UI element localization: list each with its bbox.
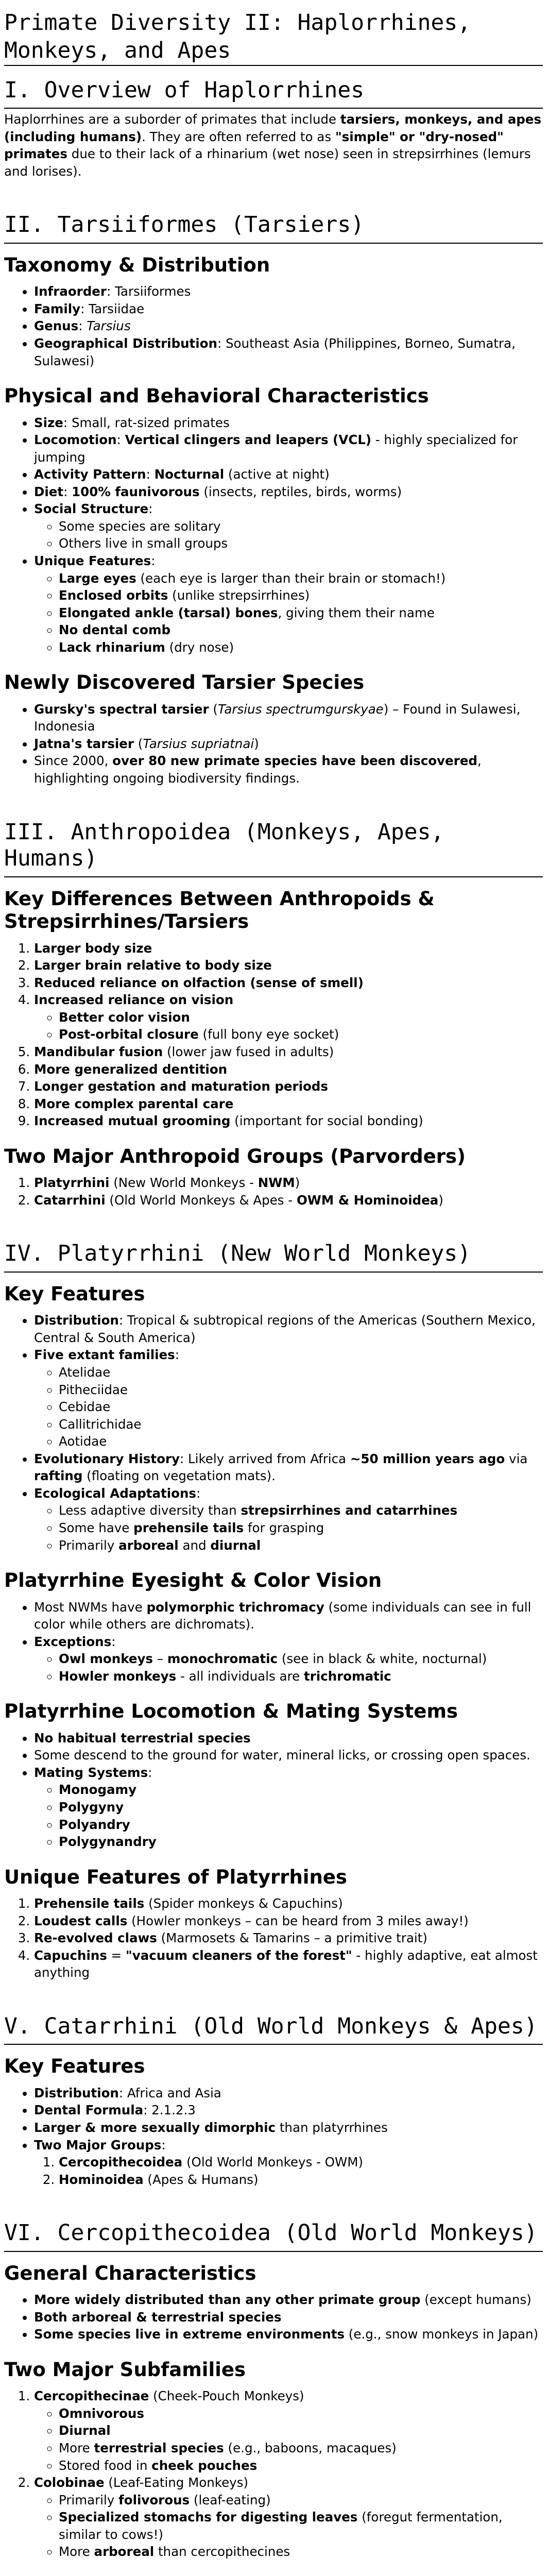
list-item: 2. Catarrhini (Old World Monkeys & Apes - OWM & Hominoidea) xyxy=(34,1192,543,1209)
bullet-list xyxy=(4,414,543,656)
list-item: • Evolutionary History: Likely arrived from Africa ~50 million years ago via rafting (floating on vegetation mats). xyxy=(34,1450,543,1485)
list-item: 4. Increased reliance on vision ◦ Better color vision ◦ Post-orbital closure (full bony eye socket) xyxy=(34,991,543,1043)
list-item: ◦ Lack rhinarium (dry nose) xyxy=(59,639,543,656)
numbered-list xyxy=(4,2387,543,2561)
list-item: • Both arboreal & terrestrial species xyxy=(34,2309,543,2326)
numbered-list xyxy=(4,940,543,1130)
bullet-list xyxy=(4,283,543,369)
document-title: Primate Diversity II: Haplorrhines, Monkeys, and Apes xyxy=(4,9,543,66)
bullet-list xyxy=(4,1730,543,1851)
list-item: ◦ Large eyes (each eye is larger than their brain or stomach!) xyxy=(59,570,543,587)
section-title xyxy=(4,2566,543,2576)
list-item: 6. More generalized dentition xyxy=(34,1061,543,1078)
list-item: 1. Larger body size xyxy=(34,940,543,957)
list-item: ◦ No dental comb xyxy=(59,621,543,639)
list-item: ◦ Cebidae xyxy=(59,1398,543,1416)
list-item: • Dental Formula: 2.1.2.3 xyxy=(34,2102,543,2119)
list-item: • Infraorder: Tarsiiformes xyxy=(34,283,543,300)
list-item: 4. Capuchins = "vacuum cleaners of the forest" - highly adaptive, eat almost anything xyxy=(34,1947,543,1981)
list-item: ◦ Monogamy xyxy=(59,1781,543,1799)
list-item: ◦ More terrestrial species (e.g., baboons, macaques) xyxy=(59,2439,543,2457)
section-title: III. Anthropoidea (Monkeys, Apes, Humans) xyxy=(4,792,543,877)
list-item: • No habitual terrestrial species xyxy=(34,1730,543,1747)
list-item: ◦ Better color vision xyxy=(59,1009,543,1026)
list-item: 2. Loudest calls (Howler monkeys – can be heard from 3 miles away!) xyxy=(34,1912,543,1930)
list-item: • Since 2000, over 80 new primate species have been discovered, highlighting ongoing biodiversity findings. xyxy=(34,752,543,787)
list-item: • Social Structure: ◦ Some species are solitary ◦ Others live in small groups xyxy=(34,500,543,552)
list-item: • Some species live in extreme environments (e.g., snow monkeys in Japan) xyxy=(34,2326,543,2343)
list-item: 7. Longer gestation and maturation periods xyxy=(34,1078,543,1095)
list-item: • Mating Systems: ◦ Monogamy ◦ Polygyny ◦ Polyandry ◦ Polygynandry xyxy=(34,1764,543,1851)
list-item: ◦ Specialized stomachs for digesting leaves (foregut fermentation, similar to cows!) xyxy=(59,2509,543,2543)
section-title: IV. Platyrrhini (New World Monkeys) xyxy=(4,1214,543,1273)
list-item: 9. Increased mutual grooming (important for social bonding) xyxy=(34,1112,543,1130)
list-item: ◦ Post-orbital closure (full bony eye socket) xyxy=(59,1026,543,1043)
subsection-heading: Unique Features of Platyrrhines xyxy=(4,1866,347,1888)
list-item: • Genus: Tarsius xyxy=(34,317,543,335)
list-item: ◦ Some species are solitary xyxy=(59,518,543,535)
subsection-heading: Key Differences Between Anthropoids & Strepsirrhines/Tarsiers xyxy=(4,887,435,933)
list-item: • Exceptions: ◦ Owl monkeys – monochromatic (see in black & white, nocturnal) ◦ Howler monkeys - all individuals are trichromatic xyxy=(34,1633,543,1685)
subsection-heading: Physical and Behavioral Characteristics xyxy=(4,385,429,408)
bullet-list xyxy=(4,1599,543,1685)
subsection-heading: Key Features xyxy=(4,2055,145,2078)
list-item: • Gursky's spectral tarsier (Tarsius spectrumgurskyae) – Found in Sulawesi, Indonesia xyxy=(34,701,543,735)
list-item: ◦ Polygynandry xyxy=(59,1833,543,1851)
list-item: 1. Cercopithecoidea (Old World Monkeys - OWM) xyxy=(59,2154,543,2171)
list-item: ◦ Aotidae xyxy=(59,1433,543,1450)
list-item: 1. Platyrrhini (New World Monkeys - NWM) xyxy=(34,1174,543,1192)
section-title: V. Catarrhini (Old World Monkeys & Apes) xyxy=(4,1987,543,2045)
subsection-heading: Two Major Subfamilies xyxy=(4,2358,246,2381)
list-item: 2. Colobinae (Leaf-Eating Monkeys) ◦ Primarily folivorous (leaf-eating) ◦ Specialized stomachs for digesting leaves (foregut fermentation, similar to cows!) ◦ More arboreal than cercopithecines xyxy=(34,2474,543,2561)
list-item: ◦ Diurnal xyxy=(59,2422,543,2439)
list-item: ◦ Polygyny xyxy=(59,1799,543,1816)
list-item: ◦ Howler monkeys - all individuals are trichromatic xyxy=(59,1668,543,1685)
list-item: 1. Cercopithecinae (Cheek-Pouch Monkeys) ◦ Omnivorous ◦ Diurnal ◦ More terrestrial species (e.g., baboons, macaques) ◦ Stored food in cheek pouches xyxy=(34,2387,543,2474)
list-item: 2. Larger brain relative to body size xyxy=(34,957,543,974)
list-item: 5. Mandibular fusion (lower jaw fused in adults) xyxy=(34,1043,543,1061)
subsection-heading: Two Major Anthropoid Groups (Parvorders) xyxy=(4,1145,466,1167)
list-item: ◦ Some have prehensile tails for grasping xyxy=(59,1519,543,1537)
bullet-list xyxy=(4,701,543,787)
list-item: ◦ Callitrichidae xyxy=(59,1416,543,1433)
section-title: II. Tarsiiformes (Tarsiers) xyxy=(4,185,543,244)
list-item: • Ecological Adaptations: ◦ Less adaptive diversity than strepsirrhines and catarrhines ◦ Some have prehensile tails for grasping ◦ Primarily arboreal and diurnal xyxy=(34,1485,543,1554)
list-item: • Diet: 100% faunivorous (insects, reptiles, birds, worms) xyxy=(34,483,543,501)
list-item: 3. Re-evolved claws (Marmosets & Tamarins – a primitive trait) xyxy=(34,1929,543,1947)
list-item: • Unique Features: ◦ Large eyes (each eye is larger than their brain or stomach!) ◦ Enclosed orbits (unlike strepsirrhines) ◦ Elongated ankle (tarsal) bones, giving them their name ◦ No dental comb ◦ Lack rhinarium (dry nose) xyxy=(34,552,543,656)
list-item: ◦ Less adaptive diversity than strepsirrhines and catarrhines xyxy=(59,1502,543,1519)
subsection-heading: General Characteristics xyxy=(4,2262,257,2284)
document xyxy=(0,9,547,2576)
list-item: ◦ Primarily folivorous (leaf-eating) xyxy=(59,2492,543,2509)
list-item: • Some descend to the ground for water, mineral licks, or crossing open spaces. xyxy=(34,1747,543,1764)
section-title: VI. Cercopithecoidea (Old World Monkeys) xyxy=(4,2193,543,2252)
list-item: • Family: Tarsiidae xyxy=(34,300,543,318)
list-item: ◦ Atelidae xyxy=(59,1364,543,1381)
list-item: • Activity Pattern: Nocturnal (active at night) xyxy=(34,466,543,483)
list-item: ◦ Primarily arboreal and diurnal xyxy=(59,1537,543,1554)
list-item: ◦ Polyandry xyxy=(59,1816,543,1834)
list-item: • Jatna's tarsier (Tarsius supriatnai) xyxy=(34,735,543,753)
paragraph: Haplorrhines are a suborder of primates that include tarsiers, monkeys, and apes (including humans). They are often referred to as "simple" or "dry-nosed" primates due to their lack of a rhinarium (wet nose) seen in strepsirrhines (lemurs and lorises). xyxy=(4,112,541,179)
section-title: I. Overview of Haplorrhines xyxy=(4,74,543,109)
list-item: 1. Prehensile tails (Spider monkeys & Capuchins) xyxy=(34,1895,543,1912)
list-item: • More widely distributed than any other primate group (except humans) xyxy=(34,2291,543,2309)
list-item: ◦ Owl monkeys – monochromatic (see in black & white, nocturnal) xyxy=(59,1650,543,1668)
list-item: ◦ Enclosed orbits (unlike strepsirrhines) xyxy=(59,587,543,604)
list-item: • Geographical Distribution: Southeast Asia (Philippines, Borneo, Sumatra, Sulawesi) xyxy=(34,335,543,369)
list-item: 3. Reduced reliance on olfaction (sense of smell) xyxy=(34,974,543,992)
list-item: • Larger & more sexually dimorphic than platyrrhines xyxy=(34,2119,543,2137)
subsection-heading: Platyrrhine Locomotion & Mating Systems xyxy=(4,1700,458,1723)
list-item: • Size: Small, rat-sized primates xyxy=(34,414,543,432)
list-item: 8. More complex parental care xyxy=(34,1095,543,1113)
list-item: ◦ Pitheciidae xyxy=(59,1381,543,1399)
numbered-list xyxy=(4,1174,543,1209)
subsection-heading: Taxonomy & Distribution xyxy=(4,253,270,276)
list-item: • Two Major Groups: 1. Cercopithecoidea (Old World Monkeys - OWM) 2. Hominoidea (Apes & Humans) xyxy=(34,2137,543,2189)
bullet-list xyxy=(4,1312,543,1554)
list-item: • Distribution: Tropical & subtropical regions of the Americas (Southern Mexico, Central & South America) xyxy=(34,1312,543,1346)
list-item: ◦ More arboreal than cercopithecines xyxy=(59,2543,543,2561)
list-item: ◦ Others live in small groups xyxy=(59,535,543,552)
list-item: • Distribution: Africa and Asia xyxy=(34,2084,543,2102)
list-item: ◦ Stored food in cheek pouches xyxy=(59,2457,543,2475)
list-item: 2. Hominoidea (Apes & Humans) xyxy=(59,2171,543,2189)
subsection-heading: Platyrrhine Eyesight & Color Vision xyxy=(4,1569,382,1592)
subsection-heading: Newly Discovered Tarsier Species xyxy=(4,671,365,694)
list-item: • Most NWMs have polymorphic trichromacy (some individuals can see in full color while others are dichromats). xyxy=(34,1599,543,1633)
bullet-list xyxy=(4,2291,543,2343)
numbered-list xyxy=(4,1895,543,1981)
list-item: ◦ Elongated ankle (tarsal) bones, giving them their name xyxy=(59,604,543,622)
subsection-heading: Key Features xyxy=(4,1282,145,1305)
list-item: ◦ Omnivorous xyxy=(59,2405,543,2422)
list-item: • Locomotion: Vertical clingers and leapers (VCL) - highly specialized for jumping xyxy=(34,431,543,466)
list-item: • Five extant families: ◦ Atelidae ◦ Pitheciidae ◦ Cebidae ◦ Callitrichidae ◦ Aotidae xyxy=(34,1346,543,1450)
bullet-list xyxy=(4,2084,543,2188)
